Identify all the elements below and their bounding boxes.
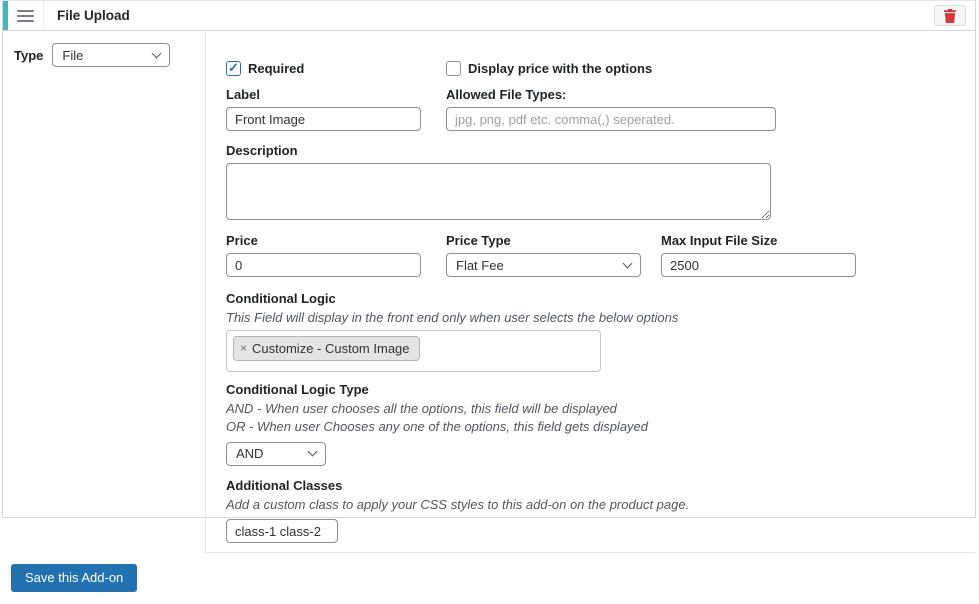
type-column [3, 31, 206, 553]
conditional-logic-type-help-and: AND - When user chooses all the options, this field will be displayed [226, 400, 617, 416]
panel-title: File Upload [57, 8, 130, 23]
type-label: Type [14, 47, 44, 63]
required-checkbox-box[interactable] [226, 61, 241, 76]
conditional-logic-type-select-value: AND [236, 446, 264, 462]
panel-footer [3, 553, 975, 604]
delete-addon-button[interactable] [934, 5, 966, 26]
description-label: Description [226, 143, 298, 158]
addon-panel [2, 0, 976, 586]
trash-icon [944, 9, 956, 23]
price-input[interactable] [226, 253, 421, 277]
label-input[interactable] [226, 107, 421, 131]
conditional-logic-type-label: Conditional Logic Type [226, 381, 369, 397]
display-price-checkbox[interactable] [446, 61, 652, 76]
panel-header [3, 1, 975, 31]
form-column [206, 31, 975, 553]
type-select[interactable] [52, 43, 170, 67]
panel-body [3, 31, 975, 553]
display-price-checkbox-box[interactable] [446, 61, 461, 76]
remove-option-icon[interactable]: × [240, 341, 248, 356]
conditional-logic-type-help-or: OR - When user Chooses any one of the options, this field gets displayed [226, 419, 649, 435]
additional-classes-input[interactable] [226, 519, 338, 543]
allowed-file-types-input[interactable] [446, 107, 776, 131]
description-textarea[interactable] [226, 163, 771, 220]
hamburger-icon [17, 10, 34, 22]
chevron-down-icon [152, 48, 162, 58]
allowed-file-types-label: Allowed File Types: [446, 87, 567, 102]
type-select-value: File [62, 47, 84, 63]
drag-handle[interactable] [8, 1, 44, 30]
price-type-select[interactable] [446, 253, 641, 277]
chevron-down-icon [623, 258, 633, 268]
selected-option-chip [233, 336, 420, 361]
additional-classes-label: Additional Classes [226, 477, 343, 493]
conditional-logic-help: This Field will display in the front end only when user selects the below options [226, 310, 679, 325]
conditional-logic-multiselect[interactable] [226, 330, 601, 372]
price-label: Price [226, 233, 258, 248]
required-checkbox[interactable] [226, 61, 446, 76]
display-price-checkbox-label: Display price with the options [468, 61, 653, 76]
max-input-file-size-input[interactable] [661, 253, 856, 277]
max-input-file-size-label: Max Input File Size [661, 233, 778, 248]
price-type-label: Price Type [446, 233, 511, 248]
price-type-select-value: Flat Fee [456, 257, 504, 273]
chevron-down-icon [308, 447, 318, 457]
label-field-label: Label [226, 87, 260, 102]
save-addon-button[interactable]: Save this Add-on [11, 564, 137, 592]
required-checkbox-label: Required [248, 61, 305, 76]
conditional-logic-label: Conditional Logic [226, 291, 336, 306]
conditional-logic-type-select[interactable] [226, 442, 326, 466]
selected-option-label: Customize - Custom Image [252, 340, 410, 356]
additional-classes-help: Add a custom class to apply your CSS styles to this add-on on the product page. [226, 496, 690, 512]
